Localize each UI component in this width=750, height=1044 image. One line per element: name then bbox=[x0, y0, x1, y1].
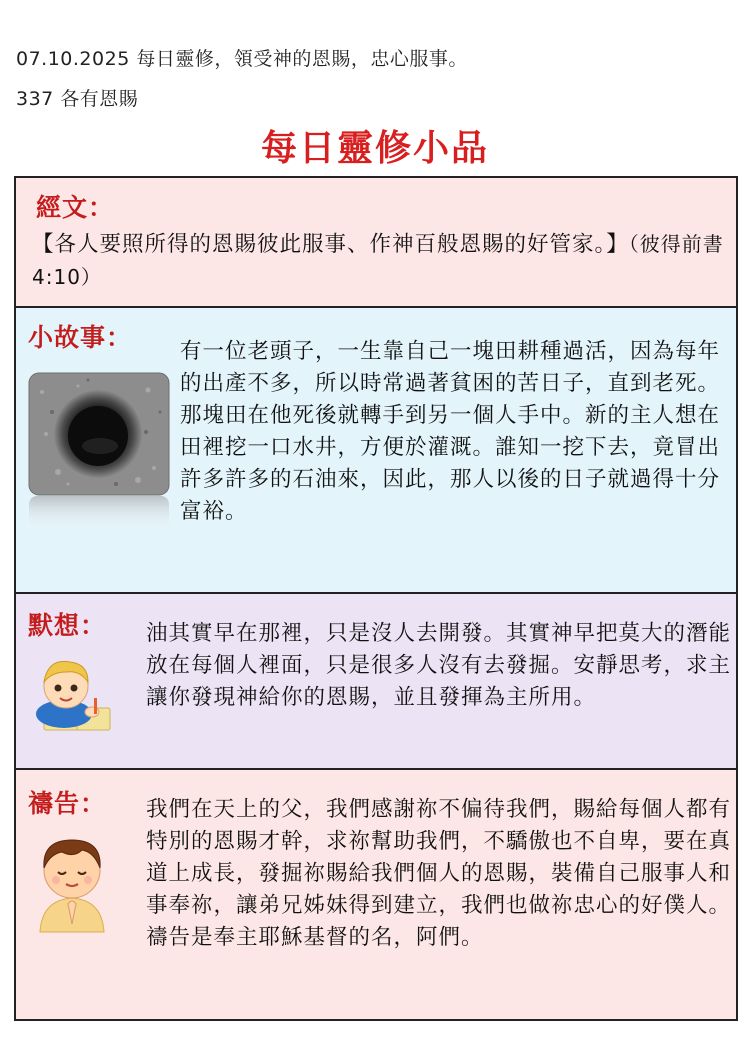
child-reading-illustration bbox=[22, 652, 126, 740]
story-section bbox=[16, 308, 736, 594]
prayer-section bbox=[16, 770, 736, 1019]
story-text: 有一位老頭子，一生靠自己一塊田耕種過活，因為每年的出產不多，所以時常過著貧困的苦日子，直到老死。那塊田在他死後就轉手到另一個人手中。新的主人想在田裡挖一口水井，方便於灌溉。誰知一挖下去，竟冒出許多許多的石油來，因此，那人以後的日子就過得十分富裕。 bbox=[180, 339, 721, 524]
oil-well-hole-image bbox=[28, 372, 170, 536]
praying-child-illustration bbox=[24, 828, 120, 940]
devotional-frame bbox=[14, 176, 738, 1021]
meditation-section bbox=[16, 594, 736, 770]
prayer-text: 我們在天上的父，我們感謝祢不偏待我們，賜給每個人都有特別的恩賜才幹，求祢幫助我們，不驕傲也不自卑，要在真道上成長，發掘祢賜給我們個人的恩賜，裝備自己服事人和事奉祢，讓弟兄姊妹得到建立，我們也做祢忠心的好僕人。禱告是奉主耶穌基督的名，阿們。 bbox=[146, 797, 732, 950]
prayer-heading: 禱告： bbox=[28, 789, 107, 818]
page-title: 每日靈修小品 bbox=[260, 128, 489, 169]
scripture-heading: 經文： bbox=[36, 193, 115, 222]
date-line: 07.10.2025 每日靈修，領受神的恩賜，忠心服事。 bbox=[16, 48, 468, 70]
scripture-verse: 【各人要照所得的恩賜彼此服事、作神百般恩賜的好管家。】 bbox=[32, 232, 629, 257]
story-heading: 小故事： bbox=[28, 323, 133, 352]
hymn-line: 337 各有恩賜 bbox=[16, 88, 139, 110]
scripture-text bbox=[32, 228, 732, 294]
meditation-heading: 默想： bbox=[28, 611, 107, 640]
scripture-reference: （彼得前書 4:10） bbox=[32, 232, 724, 289]
scripture-section bbox=[16, 178, 736, 308]
meditation-text: 油其實早在那裡，只是沒人去開發。其實神早把莫大的潛能放在每個人裡面，只是很多人沒有去發掘。安靜思考，求主讓你發現神給你的恩賜，並且發揮為主所用。 bbox=[146, 621, 732, 710]
